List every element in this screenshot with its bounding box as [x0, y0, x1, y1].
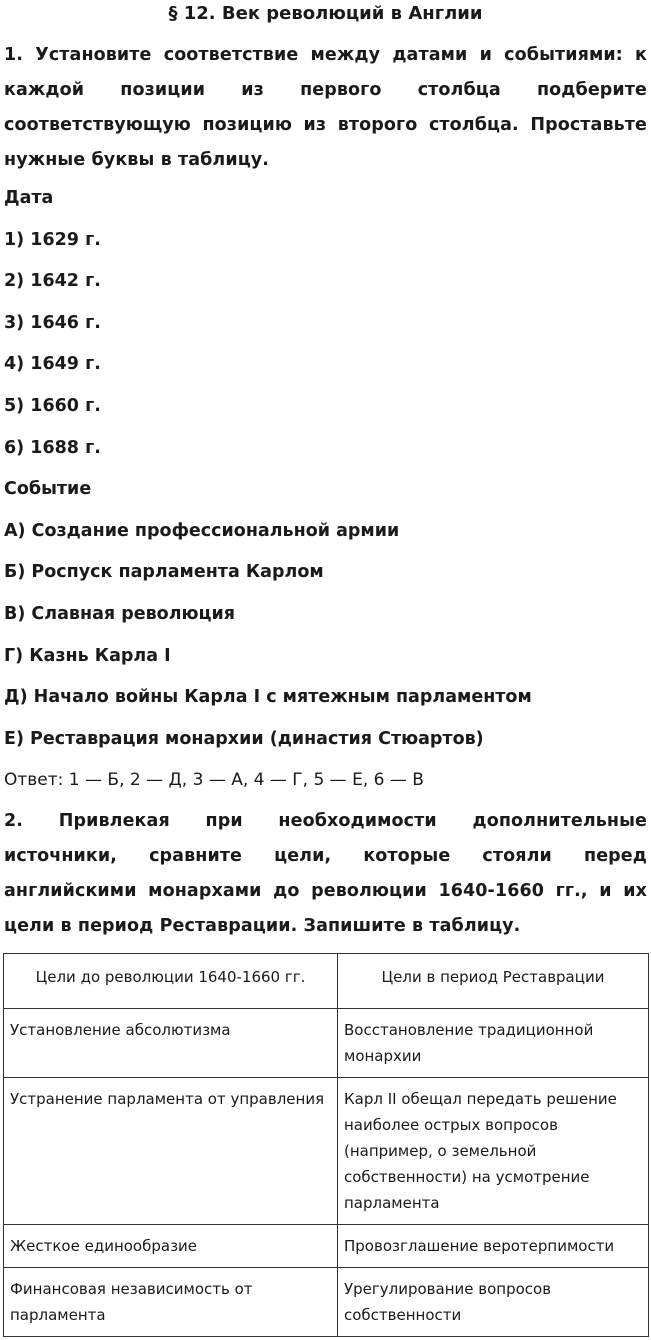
table-cell: Устранение парламента от управления — [4, 1078, 338, 1225]
events-heading: Событие — [4, 479, 92, 500]
date-item: 4) 1649 г. — [4, 354, 101, 375]
table-header-cell: Цели в период Реставрации — [338, 954, 649, 1009]
date-item: 6) 1688 г. — [4, 437, 101, 458]
table-row — [4, 1009, 649, 1078]
date-item: 2) 1642 г. — [4, 271, 101, 292]
table-cell: Жесткое единообразие — [4, 1225, 338, 1268]
table-cell: Установление абсолютизма — [4, 1009, 338, 1078]
task-2-text: 2. Привлекая при необходимости дополнительные источники, сравните цели, которые стояли перед английскими монархами до революции 1640-1660 гг., и их цели в период Реставрации. Запишите в таблицу. — [4, 810, 647, 936]
date-item: 5) 1660 г. — [4, 395, 101, 416]
event-item: Е) Реставрация монархии (династия Стюартов) — [4, 728, 484, 749]
table-cell: Карл II обещал передать решение наиболее острых вопросов (например, о земельной собственности) на усмотрение парламента — [338, 1078, 649, 1225]
task-1-text: 1. Установите соответствие между датами и событиями: к каждой позиции из первого столбца подберите соответствующую позицию из второго столбца. Проставьте нужные буквы в таблицу. — [4, 45, 647, 170]
date-item: 1) 1629 г. — [4, 229, 101, 250]
table-header-cell: Цели до революции 1640-1660 гг. — [4, 954, 338, 1009]
table-cell: Восстановление традиционной монархии — [338, 1009, 649, 1078]
table-cell: Урегулирование вопросов собственности — [338, 1268, 649, 1337]
page-title: § 12. Век революций в Англии — [168, 3, 483, 24]
comparison-table — [3, 953, 649, 1337]
table-header-row — [4, 954, 649, 1009]
table-row — [4, 1225, 649, 1268]
table-row — [4, 1078, 649, 1225]
event-item: В) Славная революция — [4, 603, 235, 624]
table-cell: Провозглашение веротерпимости — [338, 1225, 649, 1268]
task-1-answer: Ответ: 1 — Б, 2 — Д, 3 — А, 4 — Г, 5 — Е, 6 — В — [4, 770, 424, 791]
table-row — [4, 1268, 649, 1337]
date-item: 3) 1646 г. — [4, 312, 101, 333]
event-item: Б) Роспуск парламента Карлом — [4, 562, 324, 583]
dates-heading: Дата — [4, 188, 54, 208]
event-item: Г) Казнь Карла I — [4, 645, 171, 666]
event-item: А) Создание профессиональной армии — [4, 520, 400, 541]
table-cell: Финансовая независимость от парламента — [4, 1268, 338, 1337]
event-item: Д) Начало войны Карла I с мятежным парламентом — [4, 687, 532, 708]
